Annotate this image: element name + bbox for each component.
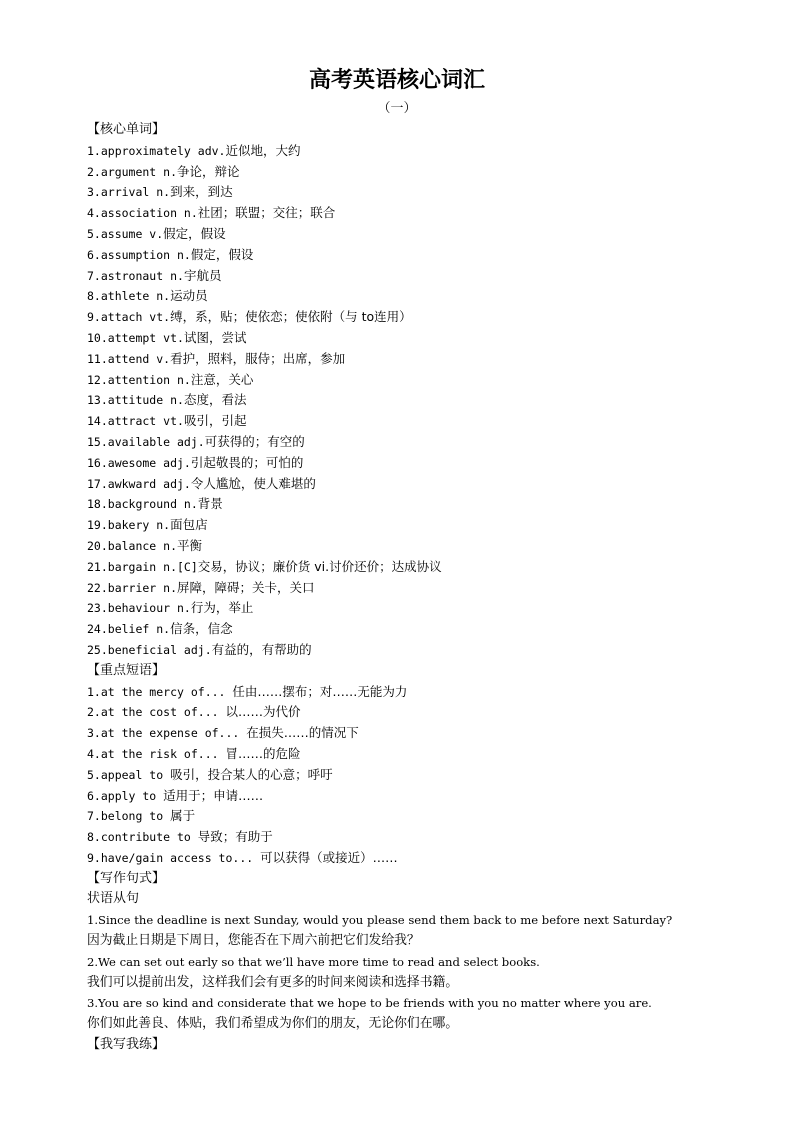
word-entry xyxy=(87,307,747,328)
section-heading-practice: 【我写我练】 xyxy=(87,1037,166,1053)
phrase-entry-english: 2.at the cost of... xyxy=(87,705,226,720)
word-entry-english: 19.bakery n. xyxy=(87,518,171,533)
word-entry-english: 6.assumption n. xyxy=(87,247,191,262)
word-entry-english: 10.attempt vt. xyxy=(87,330,184,345)
word-entry-chinese: 令人尴尬，使人难堪的 xyxy=(190,475,316,491)
example-sentence-english: 1.Since the deadline is next Sunday, would you please send them back to me before next Saturday? xyxy=(87,913,673,928)
word-entry-english: 9.attach vt. xyxy=(87,310,171,325)
word-entry-english: 11.attend v. xyxy=(87,351,171,366)
phrase-entry-chinese: 吸引，投合某人的心意；呼吁 xyxy=(170,766,333,782)
word-entry-english: 8.athlete n. xyxy=(87,289,171,304)
word-entry-chinese: 可获得的；有空的 xyxy=(204,433,305,449)
word-entry xyxy=(87,515,747,536)
phrase-entry-chinese: 冒……的危险 xyxy=(225,745,301,761)
word-entry-chinese: 近似地，大约 xyxy=(225,142,301,158)
word-entry xyxy=(87,266,747,287)
word-entry-english: 1.approximately adv. xyxy=(87,143,226,158)
phrase-entry-chinese: 适用于；申请…… xyxy=(163,787,264,803)
word-entry-chinese: 引起敬畏的；可怕的 xyxy=(190,454,304,470)
example-sentence-english: 2.We can set out early so that we’ll have more time to read and select books. xyxy=(87,954,540,969)
word-entry xyxy=(87,141,747,162)
word-entry-english: 15.available adj. xyxy=(87,434,205,449)
word-entry-chinese: 面包店 xyxy=(170,517,208,533)
word-entry xyxy=(87,390,747,411)
phrase-list xyxy=(87,682,747,869)
word-entry xyxy=(87,536,747,557)
word-entry-english: 20.balance n. xyxy=(87,538,178,553)
phrase-entry xyxy=(87,786,747,807)
writing-category-label: 状语从句 xyxy=(87,891,140,907)
section-heading-words: 【核心单词】 xyxy=(87,122,166,137)
phrase-entry-english: 9.have/gain access to... xyxy=(87,850,261,865)
phrase-entry xyxy=(87,702,747,723)
word-entry-chinese: 看护，照料，服侍；出席，参加 xyxy=(170,350,346,366)
word-entry xyxy=(87,203,747,224)
example-sentence-english: 3.You are so kind and considerate that we hope to be friends with you no matter where you are. xyxy=(87,996,652,1011)
phrase-entry xyxy=(87,806,747,827)
word-entry-chinese: 吸引，引起 xyxy=(183,413,247,429)
word-entry-chinese: 到来，到达 xyxy=(170,184,233,200)
word-entry-english: 12.attention n. xyxy=(87,372,191,387)
section-heading-writing: 【写作句式】 xyxy=(87,870,166,886)
word-entry xyxy=(87,162,747,183)
word-entry-english: 14.attract vt. xyxy=(87,414,184,429)
word-entry-chinese: 交易，协议；廉价货 vi.讨价还价；达成协议 xyxy=(197,558,442,574)
sentence-list xyxy=(87,910,747,1035)
word-entry-english: 25.beneficial adj. xyxy=(87,642,212,657)
word-entry-chinese: 背景 xyxy=(197,496,223,512)
word-entry xyxy=(87,453,747,474)
phrase-entry-chinese: 导致；有助于 xyxy=(197,829,273,845)
example-sentence-chinese: 我们可以提前出发，这样我们会有更多的时间来阅读和选择书籍。 xyxy=(87,974,459,990)
word-entry-english: 4.association n. xyxy=(87,206,198,221)
word-entry-english: 17.awkward adj. xyxy=(87,476,191,491)
example-sentence-chinese: 因为截止日期是下周日，您能否在下周六前把它们发给我？ xyxy=(87,933,420,949)
word-entry xyxy=(87,411,747,432)
phrase-entry-chinese: 在损失……的情况下 xyxy=(246,725,359,741)
word-entry xyxy=(87,494,747,515)
word-entry xyxy=(87,432,747,453)
word-entry-chinese: 信条，信念 xyxy=(170,621,233,637)
phrase-entry-english: 6.apply to xyxy=(87,788,164,803)
phrase-entry xyxy=(87,765,747,786)
word-entry-chinese: 注意，关心 xyxy=(190,371,254,387)
example-sentence-chinese: 你们如此善良、体贴，我们希望成为你们的朋友，无论你们在哪。 xyxy=(87,1016,459,1032)
word-entry-chinese: 态度，看法 xyxy=(183,392,247,408)
word-entry-chinese: 试图，尝试 xyxy=(183,329,247,345)
word-entry-english: 3.arrival n. xyxy=(87,185,171,200)
word-entry-chinese: 假定，假设 xyxy=(190,246,254,262)
word-entry-english: 24.belief n. xyxy=(87,622,171,637)
word-entry-chinese: 假定，假设 xyxy=(163,225,226,241)
phrase-entry xyxy=(87,682,747,703)
word-entry-chinese: 平衡 xyxy=(177,537,203,553)
word-entry xyxy=(87,224,747,245)
phrase-entry-english: 4.at the risk of... xyxy=(87,746,226,761)
word-entry-chinese: 缚，系，贴；使依恋；使依附（与 to连用） xyxy=(170,309,412,325)
section-heading-phrases: 【重点短语】 xyxy=(87,662,166,678)
word-entry-english: 16.awesome adj. xyxy=(87,455,191,470)
phrase-entry xyxy=(87,848,747,869)
word-entry-chinese: 社团；联盟；交往；联合 xyxy=(197,205,336,221)
word-entry-chinese: 行为，举止 xyxy=(190,600,254,616)
word-entry-english: 18.background n. xyxy=(87,497,198,512)
phrase-entry-english: 1.at the mercy of... xyxy=(87,684,233,699)
phrase-entry-english: 7.belong to xyxy=(87,809,171,824)
phrase-entry-chinese: 属于 xyxy=(170,808,196,824)
phrase-entry-english: 8.contribute to xyxy=(87,830,198,845)
word-entry xyxy=(87,349,747,370)
word-entry xyxy=(87,286,747,307)
word-entry-english: 22.barrier n. xyxy=(87,580,178,595)
phrase-entry-english: 5.appeal to xyxy=(87,767,171,782)
document-subtitle: （一） xyxy=(377,101,417,116)
word-entry xyxy=(87,245,747,266)
word-entry xyxy=(87,328,747,349)
word-entry xyxy=(87,474,747,495)
word-entry xyxy=(87,370,747,391)
word-entry-chinese: 屏障，障碍；关卡，关口 xyxy=(177,579,315,595)
word-entry xyxy=(87,640,747,661)
word-entry xyxy=(87,182,747,203)
word-entry-chinese: 争论，辩论 xyxy=(177,163,240,179)
phrase-entry-chinese: 任由……摆布；对……无能为力 xyxy=(232,683,408,699)
phrase-entry-english: 3.at the expense of... xyxy=(87,726,247,741)
word-entry-chinese: 有益的，有帮助的 xyxy=(211,641,312,657)
phrase-entry-chinese: 可以获得（或接近）…… xyxy=(260,849,398,865)
word-entry-english: 13.attitude n. xyxy=(87,393,184,408)
word-entry-chinese: 运动员 xyxy=(170,288,208,304)
document-title: 高考英语核心词汇 xyxy=(308,68,485,93)
word-entry xyxy=(87,598,747,619)
word-entry xyxy=(87,578,747,599)
word-entry-english: 2.argument n. xyxy=(87,164,178,179)
word-entry-english: 23.behaviour n. xyxy=(87,601,191,616)
phrase-entry-chinese: 以……为代价 xyxy=(225,704,301,720)
word-entry xyxy=(87,557,747,578)
word-entry-english: 5.assume v. xyxy=(87,226,164,241)
phrase-entry xyxy=(87,827,747,848)
word-entry-english: 21.bargain n.[C] xyxy=(87,559,198,574)
word-entry-chinese: 宇航员 xyxy=(183,267,222,283)
word-entry xyxy=(87,619,747,640)
word-entry-english: 7.astronaut n. xyxy=(87,268,184,283)
phrase-entry xyxy=(87,723,747,744)
document-page xyxy=(87,66,747,1056)
word-list xyxy=(87,141,747,661)
phrase-entry xyxy=(87,744,747,765)
